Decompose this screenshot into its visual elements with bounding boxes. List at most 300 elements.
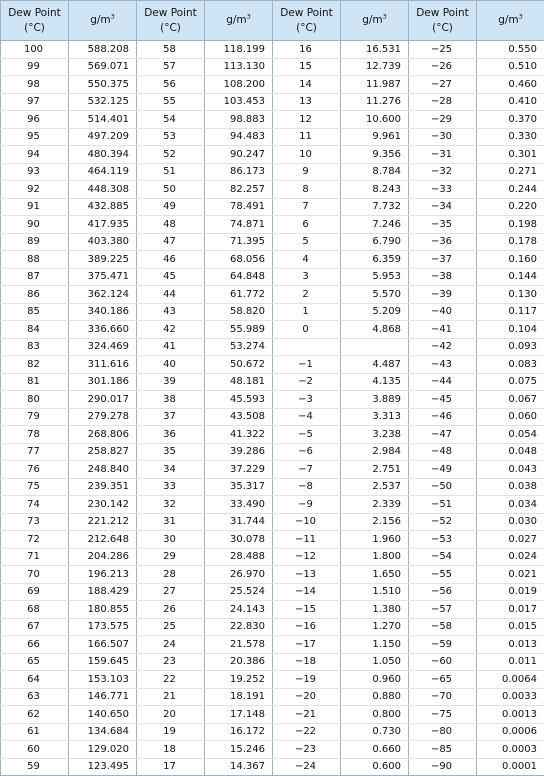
humidity-cell: 166.507 [69, 636, 137, 654]
dew-point-cell: −46 [409, 408, 477, 426]
humidity-cell: 55.989 [205, 321, 273, 339]
humidity-cell: 33.490 [205, 496, 273, 514]
dew-point-cell: 21 [137, 688, 205, 706]
dew-point-cell: 55 [137, 93, 205, 111]
humidity-cell: 17.148 [205, 706, 273, 724]
humidity-cell: 0.024 [477, 548, 544, 566]
gm3-header-unit: g/m [498, 14, 518, 26]
dew-point-cell: −33 [409, 181, 477, 199]
dew-point-cell: 8 [273, 181, 341, 199]
dew-point-cell: 99 [1, 58, 69, 76]
humidity-cell: 8.784 [341, 163, 409, 181]
dew-point-cell: −51 [409, 496, 477, 514]
humidity-cell: 94.483 [205, 128, 273, 146]
dew-point-cell: −11 [273, 531, 341, 549]
table-row [1, 303, 544, 321]
humidity-cell: 0.660 [341, 741, 409, 759]
dew-point-cell: 93 [1, 163, 69, 181]
humidity-cell: 0.060 [477, 408, 544, 426]
dew-point-cell: −8 [273, 478, 341, 496]
dew-point-cell: −10 [273, 513, 341, 531]
humidity-cell: 0.021 [477, 566, 544, 584]
humidity-cell: 15.246 [205, 741, 273, 759]
dew-point-cell: 60 [1, 741, 69, 759]
humidity-cell: 0.027 [477, 531, 544, 549]
dew-point-header-label: Dew Point [273, 6, 340, 21]
humidity-cell: 588.208 [69, 41, 137, 59]
dew-point-cell: −12 [273, 548, 341, 566]
dew-point-cell: 33 [137, 478, 205, 496]
dew-point-cell: −52 [409, 513, 477, 531]
dew-point-cell: −15 [273, 601, 341, 619]
table-row [1, 111, 544, 129]
dew-point-cell: −54 [409, 548, 477, 566]
dew-point-cell: 50 [137, 181, 205, 199]
humidity-cell: 2.156 [341, 513, 409, 531]
dew-point-cell: 12 [273, 111, 341, 129]
dew-point-cell: −1 [273, 356, 341, 374]
humidity-cell: 9.356 [341, 146, 409, 164]
dew-point-cell: 29 [137, 548, 205, 566]
table-row [1, 653, 544, 671]
dew-point-cell: −53 [409, 531, 477, 549]
dew-point-cell: −17 [273, 636, 341, 654]
dew-point-cell: −50 [409, 478, 477, 496]
humidity-cell: 123.495 [69, 758, 137, 776]
humidity-cell: 324.469 [69, 338, 137, 356]
dew-point-cell: 58 [137, 41, 205, 59]
dew-point-cell: −42 [409, 338, 477, 356]
dew-point-header-label: Dew Point [137, 6, 204, 21]
table-row [1, 548, 544, 566]
humidity-cell: 268.806 [69, 426, 137, 444]
humidity-cell: 74.871 [205, 216, 273, 234]
dew-point-cell: −19 [273, 671, 341, 689]
humidity-cell: 340.186 [69, 303, 137, 321]
humidity-cell: 0.038 [477, 478, 544, 496]
humidity-cell: 7.246 [341, 216, 409, 234]
humidity-cell: 0.160 [477, 251, 544, 269]
humidity-cell: 5.209 [341, 303, 409, 321]
table-row [1, 93, 544, 111]
dew-point-header-unit: (°C) [137, 21, 204, 36]
dew-point-cell: 57 [137, 58, 205, 76]
dew-point-cell: 81 [1, 373, 69, 391]
humidity-cell: 403.380 [69, 233, 137, 251]
humidity-cell: 58.820 [205, 303, 273, 321]
humidity-cell: 173.575 [69, 618, 137, 636]
dew-point-header [409, 1, 477, 41]
humidity-cell: 16.172 [205, 723, 273, 741]
dew-point-cell: −58 [409, 618, 477, 636]
dew-point-cell: −85 [409, 741, 477, 759]
dew-point-cell: 41 [137, 338, 205, 356]
humidity-cell: 389.225 [69, 251, 137, 269]
table-row [1, 408, 544, 426]
table-row [1, 76, 544, 94]
dew-point-cell: 91 [1, 198, 69, 216]
dew-point-cell: 86 [1, 286, 69, 304]
humidity-cell: 0.034 [477, 496, 544, 514]
humidity-cell: 108.200 [205, 76, 273, 94]
dew-point-cell: −23 [273, 741, 341, 759]
humidity-cell: 30.078 [205, 531, 273, 549]
dew-point-cell: 49 [137, 198, 205, 216]
dew-point-cell: 38 [137, 391, 205, 409]
table-row [1, 128, 544, 146]
dew-point-header [273, 1, 341, 41]
dew-point-cell: −16 [273, 618, 341, 636]
dew-point-cell: 39 [137, 373, 205, 391]
dew-point-cell: −36 [409, 233, 477, 251]
dew-point-cell: 31 [137, 513, 205, 531]
table-row [1, 566, 544, 584]
humidity-cell: 480.394 [69, 146, 137, 164]
humidity-cell: 0.730 [341, 723, 409, 741]
dew-point-cell: 25 [137, 618, 205, 636]
humidity-cell: 4.868 [341, 321, 409, 339]
table-row [1, 443, 544, 461]
dew-point-cell: 98 [1, 76, 69, 94]
table-row [1, 233, 544, 251]
dew-point-cell: 72 [1, 531, 69, 549]
dew-point-cell: −44 [409, 373, 477, 391]
dew-point-cell: 18 [137, 741, 205, 759]
dew-point-cell: 30 [137, 531, 205, 549]
table-row [1, 461, 544, 479]
dew-point-cell: 45 [137, 268, 205, 286]
dew-point-cell: 79 [1, 408, 69, 426]
table-row [1, 671, 544, 689]
dew-point-cell: 90 [1, 216, 69, 234]
humidity-cell: 188.429 [69, 583, 137, 601]
humidity-cell: 6.359 [341, 251, 409, 269]
dew-point-cell: 62 [1, 706, 69, 724]
dew-point-header [1, 1, 69, 41]
humidity-cell: 0.460 [477, 76, 544, 94]
dew-point-header-unit: (°C) [409, 21, 476, 36]
humidity-cell: 82.257 [205, 181, 273, 199]
humidity-cell: 0.011 [477, 653, 544, 671]
humidity-cell: 31.744 [205, 513, 273, 531]
humidity-cell: 0.271 [477, 163, 544, 181]
humidity-cell: 12.739 [341, 58, 409, 76]
dew-point-cell: 27 [137, 583, 205, 601]
humidity-cell: 8.243 [341, 181, 409, 199]
dew-point-header-unit: (°C) [1, 21, 68, 36]
humidity-cell: 43.508 [205, 408, 273, 426]
humidity-cell: 362.124 [69, 286, 137, 304]
humidity-cell [341, 338, 409, 356]
dew-point-cell: −22 [273, 723, 341, 741]
dew-point-cell: 36 [137, 426, 205, 444]
humidity-cell: 2.339 [341, 496, 409, 514]
humidity-cell: 1.960 [341, 531, 409, 549]
dew-point-cell: −7 [273, 461, 341, 479]
humidity-cell: 0.067 [477, 391, 544, 409]
humidity-cell: 0.370 [477, 111, 544, 129]
dew-point-cell: −48 [409, 443, 477, 461]
dew-point-cell: −38 [409, 268, 477, 286]
dew-point-cell: −35 [409, 216, 477, 234]
humidity-cell: 0.410 [477, 93, 544, 111]
humidity-cell: 0.0033 [477, 688, 544, 706]
dew-point-cell: 92 [1, 181, 69, 199]
dew-point-cell: −20 [273, 688, 341, 706]
table-row [1, 723, 544, 741]
table-body [1, 41, 544, 776]
humidity-cell: 0.0001 [477, 758, 544, 776]
humidity-cell: 16.531 [341, 41, 409, 59]
humidity-cell: 41.322 [205, 426, 273, 444]
humidity-cell: 19.252 [205, 671, 273, 689]
table-row [1, 601, 544, 619]
table-row [1, 286, 544, 304]
dew-point-cell: 16 [273, 41, 341, 59]
humidity-cell: 279.278 [69, 408, 137, 426]
dew-point-header-label: Dew Point [1, 6, 68, 21]
dew-point-cell: −21 [273, 706, 341, 724]
dew-point-cell: −43 [409, 356, 477, 374]
humidity-cell: 212.648 [69, 531, 137, 549]
dew-point-cell: 42 [137, 321, 205, 339]
humidity-cell: 3.238 [341, 426, 409, 444]
humidity-cell: 98.883 [205, 111, 273, 129]
table-row [1, 146, 544, 164]
humidity-cell: 1.380 [341, 601, 409, 619]
dew-point-cell: −59 [409, 636, 477, 654]
dew-point-cell: 77 [1, 443, 69, 461]
dew-point-cell: 43 [137, 303, 205, 321]
dew-point-cell: −26 [409, 58, 477, 76]
humidity-cell: 432.885 [69, 198, 137, 216]
dew-point-cell: −39 [409, 286, 477, 304]
dew-point-cell: −75 [409, 706, 477, 724]
dew-point-cell: 0 [273, 321, 341, 339]
humidity-cell: 26.970 [205, 566, 273, 584]
humidity-cell: 0.0013 [477, 706, 544, 724]
dew-point-cell: 85 [1, 303, 69, 321]
dew-point-cell: 20 [137, 706, 205, 724]
table-row [1, 426, 544, 444]
humidity-cell: 290.017 [69, 391, 137, 409]
humidity-cell: 3.313 [341, 408, 409, 426]
dew-point-cell: 51 [137, 163, 205, 181]
dew-point-cell: 100 [1, 41, 69, 59]
dew-point-cell: 82 [1, 356, 69, 374]
dew-point-cell: −56 [409, 583, 477, 601]
humidity-cell: 0.0003 [477, 741, 544, 759]
humidity-cell: 0.130 [477, 286, 544, 304]
humidity-cell: 0.0064 [477, 671, 544, 689]
gm3-header-exponent: 3 [111, 13, 115, 21]
dew-point-cell: 6 [273, 216, 341, 234]
dew-point-cell: 10 [273, 146, 341, 164]
humidity-cell: 39.286 [205, 443, 273, 461]
dew-point-cell: −18 [273, 653, 341, 671]
humidity-cell: 0.510 [477, 58, 544, 76]
dew-point-cell: −3 [273, 391, 341, 409]
gm3-header [477, 1, 544, 41]
dew-point-cell: −2 [273, 373, 341, 391]
humidity-cell: 0.075 [477, 373, 544, 391]
dew-point-cell: −24 [273, 758, 341, 776]
dew-point-cell: −47 [409, 426, 477, 444]
humidity-cell: 417.935 [69, 216, 137, 234]
dew-point-cell: −28 [409, 93, 477, 111]
dew-point-cell: 76 [1, 461, 69, 479]
dew-point-cell: −49 [409, 461, 477, 479]
dew-point-cell: −32 [409, 163, 477, 181]
dew-point-cell: 37 [137, 408, 205, 426]
dew-point-cell: −80 [409, 723, 477, 741]
dew-point-cell: 17 [137, 758, 205, 776]
humidity-cell: 20.386 [205, 653, 273, 671]
humidity-cell: 48.181 [205, 373, 273, 391]
dew-point-cell: 32 [137, 496, 205, 514]
dew-point-cell: 3 [273, 268, 341, 286]
humidity-cell: 464.119 [69, 163, 137, 181]
header-row [1, 1, 544, 41]
table-row [1, 41, 544, 59]
humidity-cell: 0.0006 [477, 723, 544, 741]
humidity-cell: 0.600 [341, 758, 409, 776]
dew-point-cell: 65 [1, 653, 69, 671]
humidity-cell: 375.471 [69, 268, 137, 286]
humidity-cell: 45.593 [205, 391, 273, 409]
humidity-cell: 514.401 [69, 111, 137, 129]
dew-point-cell: −90 [409, 758, 477, 776]
dew-point-header-unit: (°C) [273, 21, 340, 36]
humidity-cell: 35.317 [205, 478, 273, 496]
dew-point-cell: −29 [409, 111, 477, 129]
dew-point-cell: −40 [409, 303, 477, 321]
dew-point-cell: 75 [1, 478, 69, 496]
dew-point-cell: 46 [137, 251, 205, 269]
dew-point-cell: −5 [273, 426, 341, 444]
humidity-cell: 11.987 [341, 76, 409, 94]
dew-point-cell: 64 [1, 671, 69, 689]
dew-point-cell: 48 [137, 216, 205, 234]
gm3-header-exponent: 3 [383, 13, 387, 21]
humidity-cell: 1.800 [341, 548, 409, 566]
dew-point-cell: −30 [409, 128, 477, 146]
dew-point-cell: 14 [273, 76, 341, 94]
dew-point-cell: 89 [1, 233, 69, 251]
humidity-cell: 0.048 [477, 443, 544, 461]
humidity-cell: 239.351 [69, 478, 137, 496]
humidity-cell: 180.855 [69, 601, 137, 619]
dew-point-cell: 73 [1, 513, 69, 531]
dew-point-cell: 9 [273, 163, 341, 181]
gm3-header [341, 1, 409, 41]
humidity-cell: 230.142 [69, 496, 137, 514]
humidity-cell: 6.790 [341, 233, 409, 251]
dew-point-cell: 19 [137, 723, 205, 741]
dew-point-cell: −70 [409, 688, 477, 706]
humidity-cell: 68.056 [205, 251, 273, 269]
dew-point-cell: 97 [1, 93, 69, 111]
humidity-cell: 11.276 [341, 93, 409, 111]
dew-point-cell: 53 [137, 128, 205, 146]
dew-point-cell: −4 [273, 408, 341, 426]
humidity-cell: 0.013 [477, 636, 544, 654]
gm3-header-unit: g/m [226, 14, 246, 26]
dew-point-cell: 44 [137, 286, 205, 304]
dew-point-cell: 7 [273, 198, 341, 216]
dew-point-cell: 23 [137, 653, 205, 671]
table-row [1, 618, 544, 636]
table-row [1, 741, 544, 759]
table-row [1, 478, 544, 496]
humidity-cell: 0.244 [477, 181, 544, 199]
humidity-cell: 0.104 [477, 321, 544, 339]
humidity-cell: 0.220 [477, 198, 544, 216]
dew-point-cell: 40 [137, 356, 205, 374]
dew-point-cell: 13 [273, 93, 341, 111]
table-row [1, 198, 544, 216]
dew-point-cell: 5 [273, 233, 341, 251]
table-row [1, 531, 544, 549]
humidity-cell: 1.270 [341, 618, 409, 636]
humidity-cell: 129.020 [69, 741, 137, 759]
humidity-cell: 21.578 [205, 636, 273, 654]
humidity-cell: 9.961 [341, 128, 409, 146]
humidity-cell: 497.209 [69, 128, 137, 146]
table-row [1, 513, 544, 531]
humidity-cell: 204.286 [69, 548, 137, 566]
table-row [1, 181, 544, 199]
dew-point-cell: 87 [1, 268, 69, 286]
dew-point-header [137, 1, 205, 41]
dew-point-cell: 84 [1, 321, 69, 339]
table-row [1, 251, 544, 269]
humidity-cell: 2.537 [341, 478, 409, 496]
dew-point-cell: −31 [409, 146, 477, 164]
humidity-cell: 53.274 [205, 338, 273, 356]
dew-point-cell: −65 [409, 671, 477, 689]
humidity-cell: 153.103 [69, 671, 137, 689]
dew-point-cell: 83 [1, 338, 69, 356]
dew-point-cell: 2 [273, 286, 341, 304]
humidity-cell: 5.953 [341, 268, 409, 286]
table-row [1, 338, 544, 356]
table-row [1, 163, 544, 181]
humidity-cell: 61.772 [205, 286, 273, 304]
dew-point-cell: 59 [1, 758, 69, 776]
dew-point-cell: −45 [409, 391, 477, 409]
humidity-cell: 1.650 [341, 566, 409, 584]
humidity-cell: 5.570 [341, 286, 409, 304]
table-row [1, 268, 544, 286]
dew-point-cell: 70 [1, 566, 69, 584]
humidity-cell: 0.960 [341, 671, 409, 689]
dew-point-cell: 35 [137, 443, 205, 461]
humidity-cell: 248.840 [69, 461, 137, 479]
table-row [1, 688, 544, 706]
humidity-cell: 159.645 [69, 653, 137, 671]
dew-point-cell: 52 [137, 146, 205, 164]
dew-point-cell: 28 [137, 566, 205, 584]
dew-point-cell: 15 [273, 58, 341, 76]
humidity-cell: 532.125 [69, 93, 137, 111]
dew-point-cell: −14 [273, 583, 341, 601]
humidity-cell: 0.330 [477, 128, 544, 146]
humidity-cell: 103.453 [205, 93, 273, 111]
humidity-cell: 118.199 [205, 41, 273, 59]
dew-point-cell: 68 [1, 601, 69, 619]
dew-point-cell: 26 [137, 601, 205, 619]
